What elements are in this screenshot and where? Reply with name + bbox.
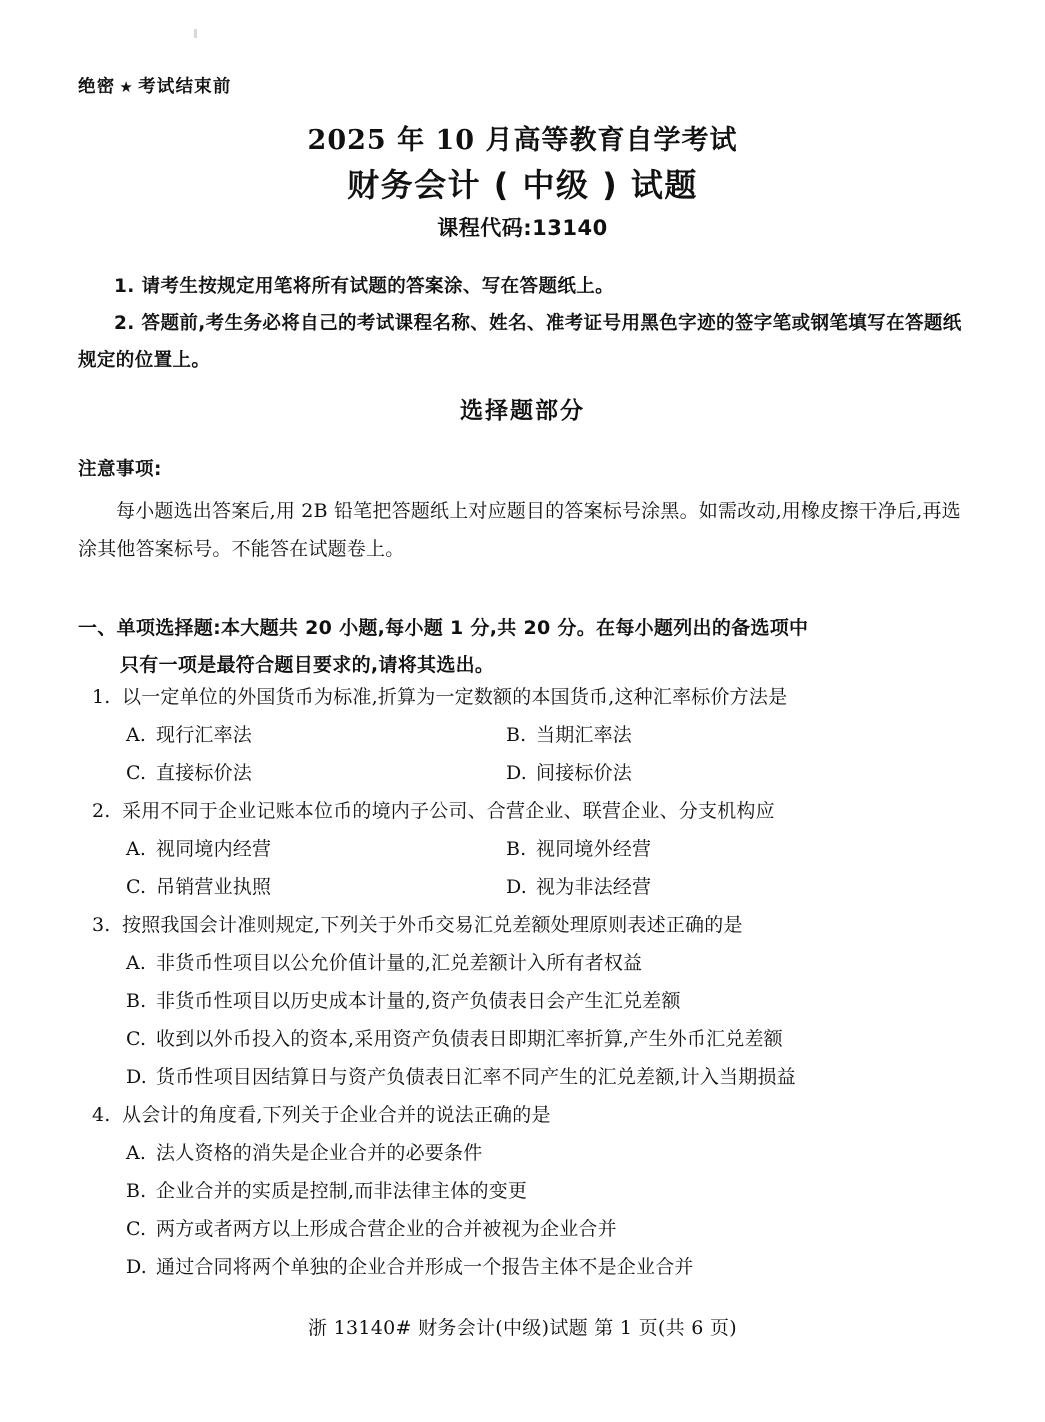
question-text: 按照我国会计准则规定,下列关于外币交易汇兑差额处理原则表述正确的是 bbox=[122, 914, 743, 936]
option-c[interactable] bbox=[126, 754, 252, 792]
general-instructions bbox=[78, 268, 968, 379]
secrecy-label: 绝密 bbox=[78, 77, 116, 97]
option-text: 两方或者两方以上形成合营企业的合并被视为企业合并 bbox=[156, 1218, 617, 1240]
option-text: 视为非法经营 bbox=[536, 876, 652, 898]
option-label: D. bbox=[126, 1256, 147, 1278]
option-d[interactable] bbox=[506, 868, 651, 906]
option-d[interactable] bbox=[506, 754, 632, 792]
question-type-line-1: 一、单项选择题:本大题共 20 小题,每小题 1 分,共 20 分。在每小题列出的备选项中 bbox=[78, 617, 809, 639]
course-code-line: 课程代码:13140 bbox=[437, 216, 608, 240]
option-a[interactable] bbox=[78, 1134, 978, 1172]
option-b[interactable] bbox=[506, 830, 651, 868]
section-heading: 选择题部分 bbox=[460, 398, 585, 424]
question-item bbox=[78, 792, 978, 906]
question-number: 2. bbox=[92, 800, 111, 822]
option-label: C. bbox=[126, 1028, 147, 1050]
option-c[interactable] bbox=[78, 1210, 978, 1248]
question-text: 从会计的角度看,下列关于企业合并的说法正确的是 bbox=[122, 1104, 551, 1126]
option-a[interactable] bbox=[126, 716, 252, 754]
secrecy-note: 考试结束前 bbox=[138, 77, 232, 97]
option-label: B. bbox=[506, 838, 527, 860]
option-b[interactable] bbox=[506, 716, 632, 754]
option-text: 法人资格的消失是企业合并的必要条件 bbox=[156, 1142, 483, 1164]
notes-body: 每小题选出答案后,用 2B 铅笔把答题纸上对应题目的答案标号涂黑。如需改动,用橡皮擦干净后,再选涂其他答案标号。不能答在试题卷上。 bbox=[78, 500, 961, 560]
option-text: 通过合同将两个单独的企业合并形成一个报告主体不是企业合并 bbox=[156, 1256, 694, 1278]
notes-label: 注意事项: bbox=[78, 459, 162, 480]
option-row bbox=[78, 868, 978, 906]
page-footer: 浙 13140# 财务会计(中级)试题 第 1 页(共 6 页) bbox=[307, 1317, 738, 1339]
option-label: C. bbox=[126, 762, 147, 784]
question-stem bbox=[78, 1096, 978, 1134]
option-text: 视同境外经营 bbox=[536, 838, 652, 860]
question-number: 3. bbox=[92, 914, 111, 936]
option-row bbox=[78, 754, 978, 792]
option-b[interactable] bbox=[78, 1172, 978, 1210]
questions-list bbox=[78, 678, 978, 1286]
exam-title-year: 2025 年 10 月高等教育自学考试 bbox=[307, 125, 738, 156]
option-c[interactable] bbox=[78, 1020, 978, 1058]
option-label: A. bbox=[126, 952, 147, 974]
option-text: 吊销营业执照 bbox=[156, 876, 272, 898]
instruction-item: 1. 请考生按规定用笔将所有试题的答案涂、写在答题纸上。 bbox=[114, 276, 615, 297]
option-label: C. bbox=[126, 1218, 147, 1240]
question-item bbox=[78, 1096, 978, 1286]
question-item bbox=[78, 906, 978, 1096]
option-text: 非货币性项目以公允价值计量的,汇兑差额计入所有者权益 bbox=[156, 952, 643, 974]
option-label: D. bbox=[506, 762, 527, 784]
option-text: 视同境内经营 bbox=[156, 838, 272, 860]
option-label: A. bbox=[126, 838, 147, 860]
option-label: B. bbox=[506, 724, 527, 746]
option-text: 当期汇率法 bbox=[536, 724, 633, 746]
question-number: 4. bbox=[92, 1104, 111, 1126]
option-label: D. bbox=[506, 876, 527, 898]
exam-title-subject: 财务会计 ( 中级 ) 试题 bbox=[347, 166, 698, 204]
option-text: 现行汇率法 bbox=[156, 724, 253, 746]
option-label: B. bbox=[126, 1180, 147, 1202]
option-label: C. bbox=[126, 876, 147, 898]
question-stem bbox=[78, 678, 978, 716]
question-item bbox=[78, 678, 978, 792]
option-d[interactable] bbox=[78, 1248, 978, 1286]
option-text: 收到以外币投入的资本,采用资产负债表日即期汇率折算,产生外币汇兑差额 bbox=[156, 1028, 783, 1050]
question-number: 1. bbox=[92, 686, 111, 708]
option-text: 间接标价法 bbox=[536, 762, 633, 784]
star-icon: ★ bbox=[119, 78, 135, 96]
question-text: 以一定单位的外国货币为标准,折算为一定数额的本国货币,这种汇率标价方法是 bbox=[122, 686, 788, 708]
option-text: 非货币性项目以历史成本计量的,资产负债表日会产生汇兑差额 bbox=[156, 990, 681, 1012]
option-d[interactable] bbox=[78, 1058, 978, 1096]
instruction-item: 2. 答题前,考生务必将自己的考试课程名称、姓名、准考证号用黑色字迹的签字笔或钢笔填写在答题纸规定的位置上。 bbox=[78, 313, 962, 371]
option-a[interactable] bbox=[126, 830, 271, 868]
option-text: 企业合并的实质是控制,而非法律主体的变更 bbox=[156, 1180, 528, 1202]
option-a[interactable] bbox=[78, 944, 978, 982]
option-b[interactable] bbox=[78, 982, 978, 1020]
secrecy-notice bbox=[78, 73, 232, 98]
question-stem bbox=[78, 792, 978, 830]
option-text: 直接标价法 bbox=[156, 762, 253, 784]
question-type-heading bbox=[78, 610, 978, 684]
question-stem bbox=[78, 906, 978, 944]
option-label: A. bbox=[126, 724, 147, 746]
option-label: A. bbox=[126, 1142, 147, 1164]
question-text: 采用不同于企业记账本位币的境内子公司、合营企业、联营企业、分支机构应 bbox=[122, 800, 775, 822]
option-label: B. bbox=[126, 990, 147, 1012]
question-type-line-2: 只有一项是最符合题目要求的,请将其选出。 bbox=[120, 654, 495, 676]
option-text: 货币性项目因结算日与资产负债表日汇率不同产生的汇兑差额,计入当期损益 bbox=[156, 1066, 796, 1088]
option-row bbox=[78, 716, 978, 754]
option-label: D. bbox=[126, 1066, 147, 1088]
scan-artifact-speck bbox=[194, 29, 197, 38]
option-row bbox=[78, 830, 978, 868]
option-c[interactable] bbox=[126, 868, 271, 906]
